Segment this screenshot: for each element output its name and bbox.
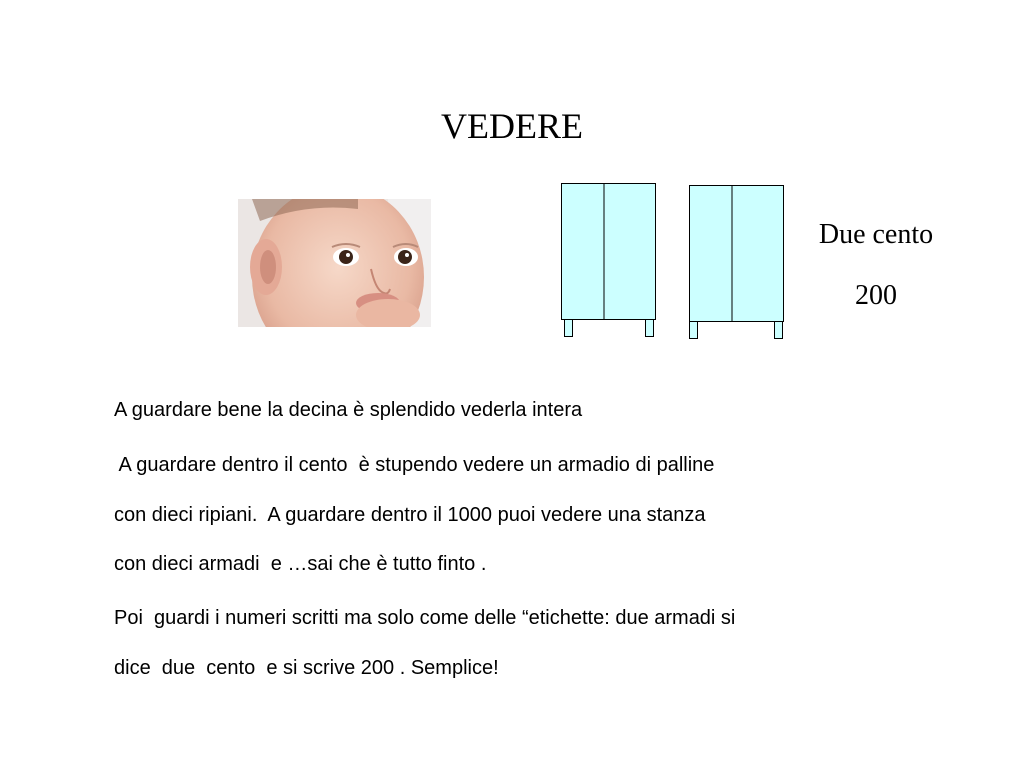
text-line-2: A guardare dentro il cento è stupendo vedere un armadio di palline: [114, 454, 715, 476]
cabinet-1: [560, 182, 658, 338]
cabinet-2: [688, 184, 786, 340]
slide-title: VEDERE: [441, 106, 583, 146]
text-line-1: A guardare bene la decina è splendido vederla intera: [114, 399, 583, 421]
text-line-4: con dieci armadi e …sai che è tutto finto .: [114, 553, 487, 575]
label-due-cento: Due cento: [818, 219, 934, 250]
text-line-6: dice due cento e si scrive 200 . Semplice!: [114, 657, 499, 679]
baby-photo: [238, 199, 431, 327]
text-line-3: con dieci ripiani. A guardare dentro il 1000 puoi vedere una stanza: [114, 504, 706, 526]
label-200: 200: [855, 280, 897, 311]
text-line-5: Poi guardi i numeri scritti ma solo come delle “etichette: due armadi si: [114, 607, 736, 629]
